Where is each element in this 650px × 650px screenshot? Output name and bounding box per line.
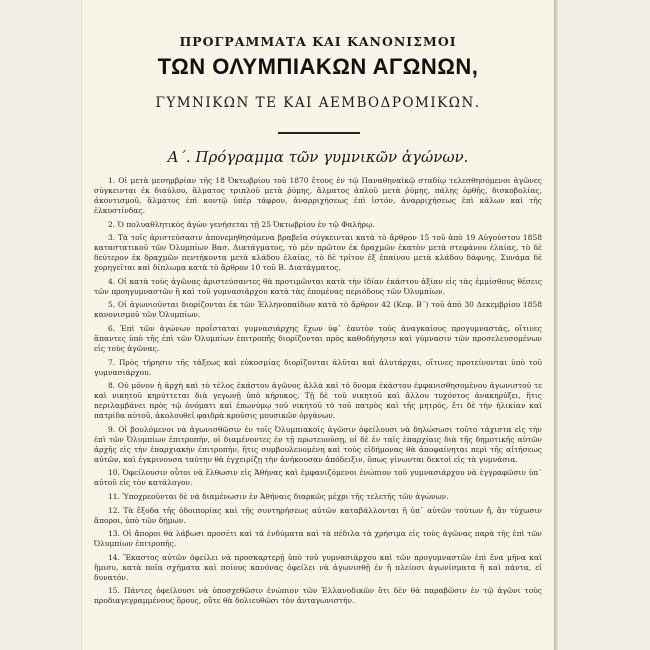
- paragraph-list: [94, 176, 542, 610]
- paragraph-9: 9. Οἱ βουλόμενοι νὰ ἀγωνισθῶσιν ἐν τοῖς Ὀλυμπιακοῖς ἀγῶσιν ὀφείλουσι νὰ δηλώσωσι τοῦτο τάχιστα εἰς τὴν ἐπὶ τῶν Ὀλυμπίων ἐπιτροπήν, οἱ διαμένοντες ἐν τῇ πρωτευούσῃ, οἱ δὲ ἐν ταῖς ἐπαρχίαις διὰ τῆς δημοτικῆς αὐτῶν ἀρχῆς εἰς τὴν ἐπαρχιακὴν ἐπιτροπήν, ἥτις συμβουλευομένη καὶ τοὺς εἰδήμονας θὰ ἀποφαίνηται περὶ τῆς αἰτήσεως αὐτῶν, καὶ ἐγκρινουσα ταύτην θὰ ἐγχειρίζῃ τὴν ἀνήκουσαν ἀπόδειξιν, ὅπως γίνωνται δεκτοὶ εἰς τὰ γυμνάσια.: [94, 424, 542, 464]
- document-title-line3: ΓΥΜΝΙΚΩΝ ΤΕ ΚΑΙ ΑΕΜΒΟΔΡΟΜΙΚΩΝ.: [155, 95, 481, 111]
- paragraph-8: 8. Οὐ μόνον ἡ ἀρχὴ καὶ τὸ τέλος ἑκάστου ἀγῶνος ἀλλὰ καὶ τὸ ὄνομα ἑκάστου ἐμφανισθησομένου ἀγωνιστοῦ τε καὶ νικητοῦ κηρύττεται διὰ γεγωνῇ ὑπὸ κήρυκος. Τῇ δὲ τοῦ νικητοῦ καὶ ἄλλου τυχόντος ἀνακηρύξει, ἥτις περιλαμβάνει πρὸς τῷ ὀνόματι καὶ ἐπωνύμῳ τοῦ νικητοῦ τὸ τοῦ πατρὸς καὶ τῆς μητρός, ἔτι δὲ τὴν ἡλικίαν καὶ πατρίδα αὐτοῦ, ἀκολουθεῖ φαιδρὰ κροῦσις μουσικῶν ὀργάνων.: [94, 381, 542, 421]
- paragraph-15: 15. Πάντες ὀφείλουσι νὰ ὑποσχεθῶσιν ἐνώπιον τῶν Ἑλλανοδικῶν ὅτι δὲν θὰ παραβῶσιν ἐν τῷ ἀγῶνι τοὺς προδιαγεγραμμένους ὅρους, οὔτε θὰ δολιευθῶσι τὸν ἀνταγωνιστήν.: [94, 586, 542, 606]
- title-divider: [278, 132, 360, 134]
- paragraph-12: 12. Τὰ ἔξοδα τῆς ὁδοιπορίας καὶ τῆς συντηρήσεως αὐτῶν καταβάλλονται ἢ ὑπ᾽ αὐτῶν τούτων ἤ, ἂν τύχωσιν ἄποροι, ὑπὸ τῶν δήμων.: [94, 505, 542, 525]
- paragraph-4: 4. Οἱ κατὰ τοὺς ἀγῶνας ἀριστεύσαντες θὰ προτιμῶνται κατὰ τὴν ἰδίαν ἑκάστου ἀξίαν εἰς τὰς ἐμμίσθους θέσεις τῶν προηγυμναστῶν ἢ καὶ τοῦ γυμνασιάρχου κατὰ τὰς ἑπομένας περιόδους τῶν Ὀλυμπίων.: [94, 276, 542, 296]
- paragraph-1: 1. Οἱ μετὰ μεσημβρίαν τῆς 18 Ὀκτωβρίου τοῦ 1870 ἔτους ἐν τῷ Παναθηναϊκῷ σταδίῳ τελεσθησόμενοι ἀγῶνες σύγκεινται ἐκ διαύλου, ἅλματος τριπλοῦ μετὰ ῥύμης, ἅλματος ἁπλοῦ μετὰ ῥύμης, πάλης ὀρθῆς, δισκοβολίας, ἀκοντισμοῦ, ἅλματος ἐπὶ κοντῷ ὑπὲρ τάφρον, ἀναρριχήσεως ἐπὶ ἱστόν, ἀναρριχήσεως ἐπὶ κάλων καὶ τῆς ἑλκυστίνδας.: [94, 176, 542, 215]
- document-title-line1: ΠΡΟΓΡΑΜΜΑΤΑ ΚΑΙ ΚΑΝΟΝΙΣΜΟΙ: [179, 34, 457, 49]
- paragraph-14: 14. Ἕκαστος αὐτῶν ὀφείλει νὰ προσκαρτερῇ ὑπὸ τοῦ γυμνασιάρχου καὶ τῶν προγυμναστῶν ἐπὶ ἕνα μῆνα καὶ ἥμισυ, κατὰ ποῖα σχήματα καὶ ποίους κανόνας ὀφείλει νὰ ἀγωνισθῇ ἐν ἢ πλείοσι ἀγωνίσματα ἢ καὶ πάντα, εἰ δυνατόν.: [94, 552, 542, 582]
- paragraph-5: 5. Οἱ ἀγωνιοῦνται διορίζονται ἐκ τῶν Ἑλληνοπαίδων κατὰ τὸ ἄρθρον 42 (Κεφ. Β΄) τοῦ ἀπὸ 30 Δεκεμβρίου 1858 κανονισμοῦ τῶν Ὀλυμπίων.: [94, 300, 542, 320]
- paragraph-3: 3. Τὰ τοῖς ἀριστεύσασιν ἀπονεμηθησόμενα βραβεῖα σύγκεινται κατὰ τὸ ἄρθρον 15 τοῦ ἀπὸ 19 Αὐγούστου 1858 καταστατικοῦ τῶν Ὀλυμπίων Βασ. Διατάγματος, τὸ μὲν πρῶτον ἐκ δραχμῶν ἑκατὸν μετὰ στεφάνου ἐλαίας, τὸ δὲ δεύτερον ἐκ δραχμῶν πεντήκοντα μετὰ κλάδου ἐλαίας, τὸ δὲ τρίτον ἐξ ἐπαίνου μετὰ κλάδου δάφνης. Συνάμα δὲ χορηγεῖται καὶ δίπλωμα κατὰ τὸ ἄρθρον 10 τοῦ Β. Διατάγματος.: [94, 233, 542, 273]
- paragraph-11: 11. Ὑποχρεοῦνται δὲ νὰ διαμένωσιν ἐν Ἀθήναις διαρκῶς μέχρι τῆς τελετῆς τῶν ἀγώνων.: [108, 491, 449, 501]
- page-edge-shadow: [554, 0, 558, 650]
- section-heading: Α΄. Πρόγραμμα τῶν γυμνικῶν ἀγώνων.: [167, 148, 469, 166]
- paragraph-13: 13. Οἱ ἄποροι θὰ λάβωσι προσέτι καὶ τὰ ἐνδύματα καὶ τὰ πέδιλα τὰ χρήσιμα εἰς τοὺς ἀγῶνας παρὰ τῆς ἐπὶ τῶν Ὀλυμπίων ἐπιτροπῆς.: [94, 529, 542, 549]
- paragraph-10: 10. Ὀφείλουσιν οὗτοι νὰ ἔλθωσιν εἰς Ἀθήνας καὶ ἐμφανιζόμενοι ἐνώπιον τοῦ γυμνασιάρχου νὰ ἐγγραφῶσιν ὑπ᾽ αὐτοῦ εἰς τὸν κατάλογον.: [94, 468, 542, 488]
- paragraph-6: 6. Ἐπὶ τῶν ἀγώνων προΐσταται γυμνασιάρχης ἔχων ὑφ᾽ ἑαυτὸν τοὺς ἀναγκαίους προγυμναστάς, οἵτινες ἅπαντες ὑπὸ τῆς ἐπὶ τῶν Ὀλυμπίων ἐπιτροπῆς διορίζονται πρὸς καθοδήγησιν καὶ γύμνασιν τῶν προσελευσομένων εἰς τοὺς ἀγῶνας.: [94, 323, 542, 353]
- paragraph-7: 7. Πρὸς τήρησιν τῆς τάξεως καὶ εὐκοσμίας διορίζονται ἀλῦται καὶ ἀλυτάρχαι, οἵτινες προτείνονται ὑπὸ τοῦ γυμνασιάρχου.: [94, 357, 542, 377]
- document-page: [82, 0, 554, 650]
- document-title-line2: ΤΩΝ ΟΛΥΜΠΙΑΚΩΝ ΑΓΩΝΩΝ,: [157, 54, 479, 79]
- paragraph-2: 2. Ὁ πολυαθλητικὸς ἀγὼν γενήσεται τῇ 25 Ὀκτωβρίου ἐν τῷ Φαλήρῳ.: [108, 219, 375, 229]
